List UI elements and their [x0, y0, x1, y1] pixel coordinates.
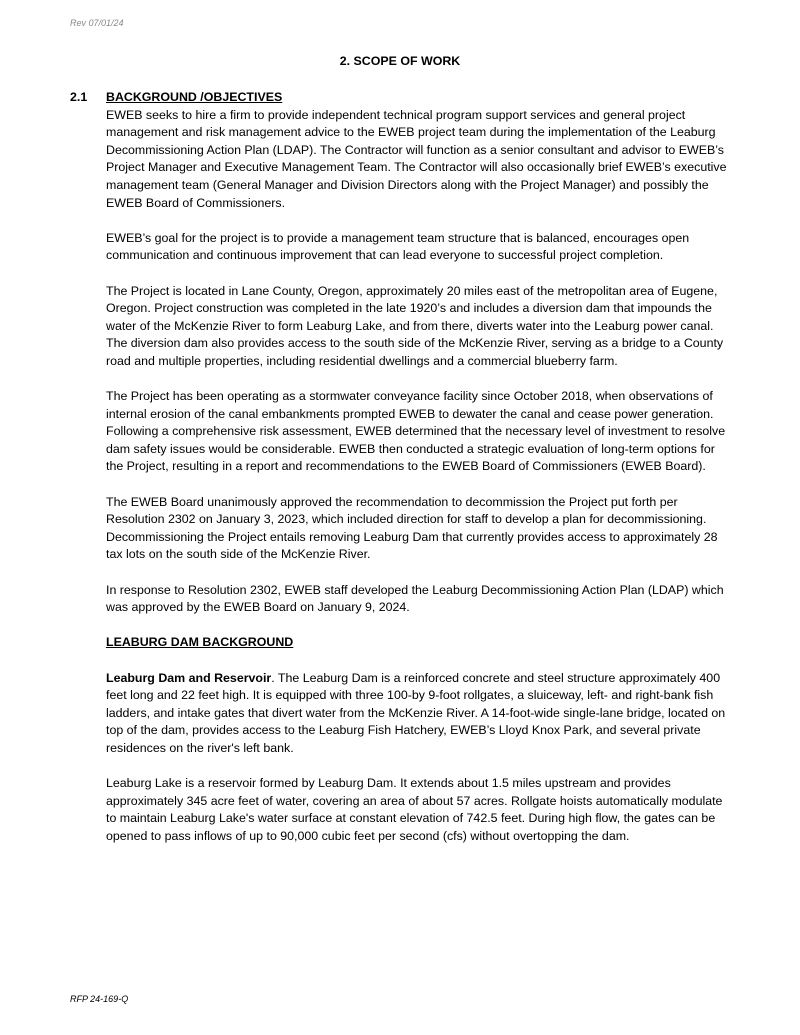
paragraph-purpose: EWEB seeks to hire a firm to provide independent technical program support services and general project management and risk management advice to the EWEB project team during the implementation of the Leaburg Decommissioning Action Plan (LDAP). The Contractor will function as a senior consultant and advisor to EWEB’s Project Manager and Executive Management Team. The Contractor will also occasionally brief EWEB’s executive management team (General Manager and Division Directors along with the Project Manager) and possibly the EWEB Board of Commissioners.	[106, 107, 727, 210]
section-number: 2.1	[70, 90, 88, 104]
section-content	[106, 89, 734, 863]
paragraph-history: The Project has been operating as a stormwater conveyance facility since October 2018, when observations of internal erosion of the canal embankments prompted EWEB to dewater the canal and cease power generation. Following a comprehensive risk assessment, EWEB determined that the necessary level of investment to resolve dam safety issues would be considerable. EWEB then conducted a strategic evaluation of long-term options for the Project, resulting in a report and recommendations to the EWEB Board of Commissioners (EWEB Board).	[106, 389, 726, 474]
dam-body-text: . The Leaburg Dam is a reinforced concrete and steel structure approximately 400 feet long and 22 feet high. It is equipped with three 100-by 9-foot rollgates, a sluiceway, left- and right-bank fish ladders, and intake gates that divert water from the McKenzie River. A 14-foot-wide single-lane bridge, located on top of the dam, provides access to the Leaburg Fish Hatchery, EWEB’s Lloyd Knox Park, and several private residences on the river's left bank.	[106, 670, 726, 755]
paragraph-location: The Project is located in Lane County, Oregon, approximately 20 miles east of the metropolitan area of Eugene, Oregon. Project construction was completed in the late 1920’s and includes a diversion dam that impounds the water of the McKenzie River to form Leaburg Lake, and from there, diverts water into the Leaburg power canal. The diversion dam also provides access to the south side of the McKenzie River, serving as a bridge to a County road and multiple properties, including residential dwellings and a commercial blueberry farm.	[106, 283, 724, 368]
revision-date: Rev 07/01/24	[70, 18, 124, 28]
dam-lead-text: Leaburg Dam and Reservoir	[106, 670, 272, 685]
page-title: 2. SCOPE OF WORK	[339, 54, 461, 68]
paragraph-resolution: The EWEB Board unanimously approved the recommendation to decommission the Project put forth per Resolution 2302 on January 3, 2023, which included direction for staff to develop a plan for decommissioning. Decommissioning the Project entails removing Leaburg Dam that currently provides access to approximately 28 tax lots on the south side of the McKenzie River.	[106, 494, 718, 562]
subsection-heading: LEABURG DAM BACKGROUND	[106, 635, 294, 650]
rfp-number: RFP 24-169-Q	[70, 994, 129, 1004]
paragraph-ldap: In response to Resolution 2302, EWEB staff developed the Leaburg Decommissioning Action Plan (LDAP) which was approved by the EWEB Board on January 9, 2024.	[106, 582, 724, 615]
paragraph-goal: EWEB’s goal for the project is to provide a management team structure that is balanced, encourages open communication and continuous improvement that can lead everyone to successful project completion.	[106, 230, 690, 263]
paragraph-dam	[106, 670, 734, 758]
paragraph-lake: Leaburg Lake is a reservoir formed by Leaburg Dam. It extends about 1.5 miles upstream and provides approximately 345 acre feet of water, covering an area of about 57 acres. Rollgate hoists automatically modulate to maintain Leaburg Lake's water surface at constant elevation of 742.5 feet. During high flow, the gates can be opened to pass inflows of up to 90,000 cubic feet per second (cfs) without overtopping the dam.	[106, 776, 723, 843]
section-heading: BACKGROUND /OBJECTIVES	[106, 90, 283, 104]
